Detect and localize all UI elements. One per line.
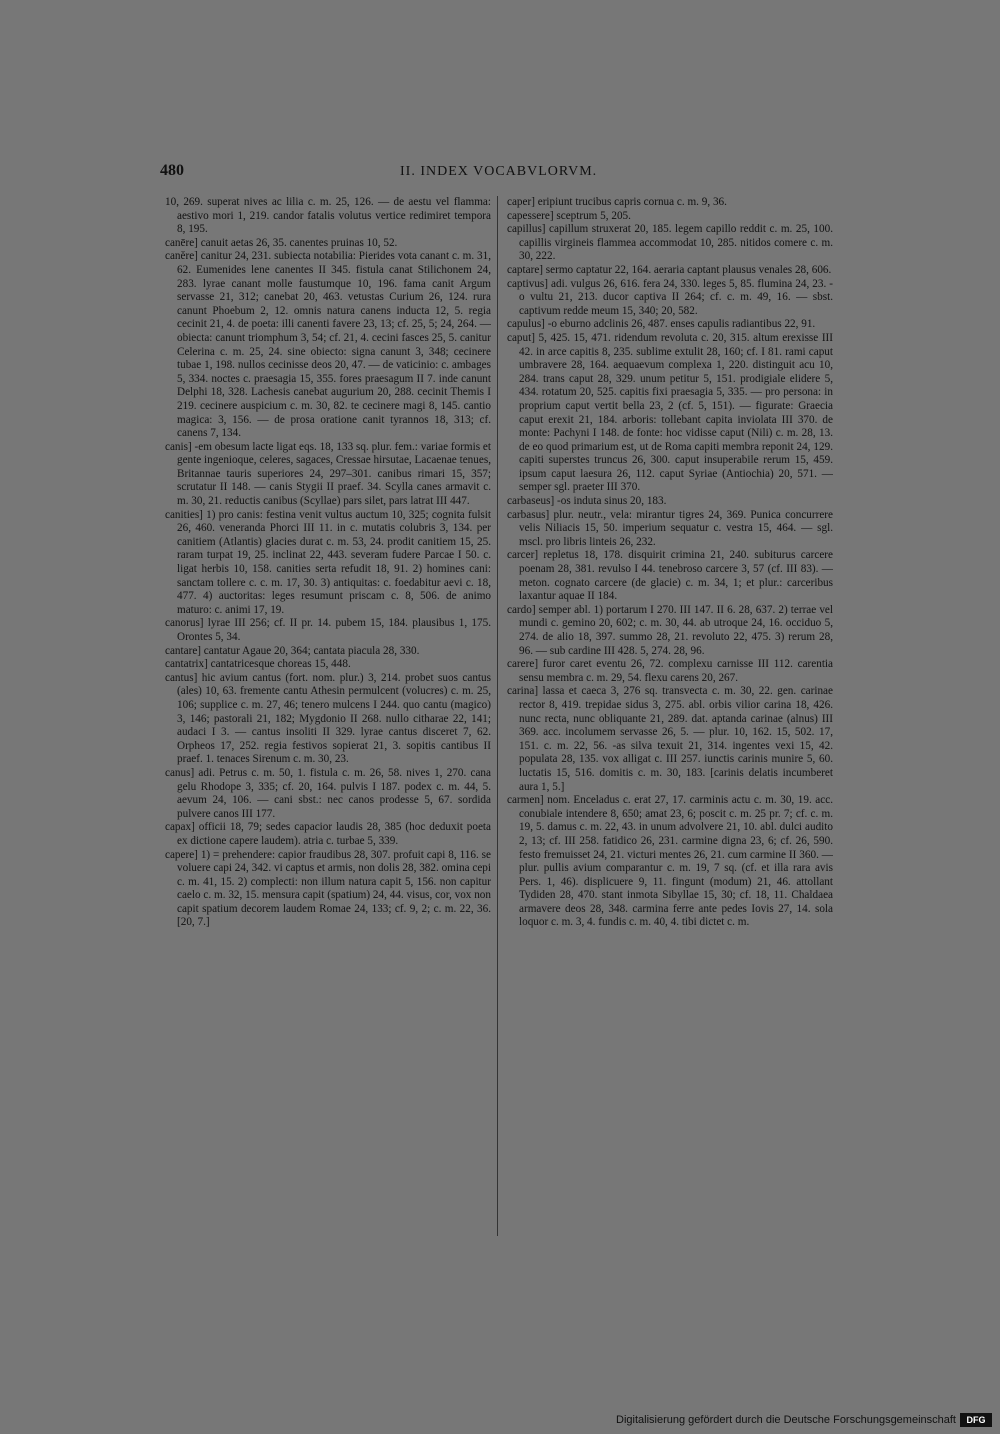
- index-entry: 10, 269. superat nives ac lilia c. m. 25, 126. — de aestu vel flamma: aestivo mori 1, 219. candor fatalis volutus vertice redimiret tempora 8, 195.: [165, 196, 491, 236]
- index-entry: carina] lassa et caeca 3, 276 sq. transvecta c. m. 30, 22. gen. carinae rector 8, 419. trepidae sidus 3, 275. abl. orbis vilior carina 18, 426. nunc recta, nunc obliquante 21, 289. dat. aptanda carinae (alnus) III 369. acc. incolumem servasse 26, 5. — plur. 10, 162. 15, 502. 17, 151. c. m. 22, 56. -as silva texuit 21, 314. ingentes vexi 15, 42. populata 28, 135. vox alligat c. III 257. iunctis carinis munire 5, 60. luctatis 15, 516. domitis c. m. 30, 183. [carinis delatis incumberet aura 1, 5.]: [507, 685, 833, 793]
- index-entry: capulus] -o eburno adclinis 26, 487. enses capulis radiantibus 22, 91.: [507, 318, 816, 331]
- index-entry: cantus] hic avium cantus (fort. nom. plur.) 3, 214. probet suos cantus (ales) 10, 63. fremente cantu Athesin permulcent (volucres) c. m. 25, 106; supplice c. m. 27, 46; tenero mulcens I 244. quo cantu (magico) 3, 146; pastorali 21, 182; Mygdonio II 268. nullo citharae 22, 141; audaci I 3. — cantus insoliti II 329. lyrae cantus disceret 7, 62. Orpheos 17, 252. regia festivos sopierat 21, 3. sopitis cantibus II praef. 1. tenaces Sirenum c. m. 30, 23.: [165, 671, 491, 766]
- index-entry: cantatrix] cantatricesque choreas 15, 448.: [165, 658, 351, 671]
- index-entry: canis] -em obesum lacte ligat eqs. 18, 133 sq. plur. fem.: variae formis et gente ingenioque, celeres, sagaces, Cressae hirsutae, Lacaenae tenues, Britannae tauris superiores 24, 297–301. canibus rimari 15, 357; scrutatur II 148. — canis Stygii II praef. 34. Scylla canes armavit c. m. 30, 21. reductis canibus (Scyllae) pars silet, pars latrat III 447.: [165, 440, 491, 508]
- index-entry: capere] 1) = prehendere: capior fraudibus 28, 307. profuit capi 8, 116. se voluere capi 24, 342. vi captus et armis, non dolis 28, 382. omina cepi c. m. 41, 15. 2) complecti: non illum natura capit 5, 156. non capitur caelo c. m. 32, 15. mensura capit (spatium) 24, 44. visus, cor, vox non capit spatium decorem laudem Romae 24, 133; cf. 9, 2; c. m. 22, 36. [20, 7.]: [165, 848, 491, 929]
- index-entry: captivus] adi. vulgus 26, 616. fera 24, 330. leges 5, 85. flumina 24, 23. -o vultu 21, 213. ducor captiva II 264; cf. c. m. 49, 16. — sbst. captivum redde meum 15, 340; 20, 582.: [507, 277, 833, 317]
- page-number: 480: [160, 162, 184, 179]
- index-entry: caput] 5, 425. 15, 471. ridendum revoluta c. 20, 315. altum erexisse III 42. in arce capitis 8, 235. sublime extulit 28, 160; cf. I 81. rami caput umbravere 28, 164. aequaevum complexa 1, 220. distinguit acu 10, 284. trans caput 28, 329. unum petitur 5, 151. prodigiale elidere 5, 434. rotatum 20, 525. capitis fixi praesagia 5, 335. — pro persona: in proprium caput vertit bella 23, 2 (cf. 5, 151). — figurate: Graecia caput erexit 21, 184. arboris: tollebant capita inviolata III 370. de monte: Pachyni I 148. de fonte: hoc vidisse caput (Nili) c. m. 28, 13. de eo quod primarium est, ut de Roma capiti membra reponit 24, 129. capiti superstes truncus 26, 300. caput insuperabile rerum 15, 459. ipsum caput laesura 26, 112. caput Syriae (Antiochia) 20, 571. — semper sgl. praeter III 370.: [507, 331, 833, 494]
- index-entry: cardo] semper abl. 1) portarum I 270. III 147. II 6. 28, 637. 2) terrae vel mundi c. gemino 20, 602; c. m. 30, 44. ab utroque 24, 16. occiduo 5, 274. de alio 18, 397. summo 28, 21. revoluto 22, 475. 3) rerum 28, 96. — sub cardine III 428. 5, 274. 28, 96.: [507, 603, 833, 657]
- index-entry: capillus] capillum struxerat 20, 185. legem capillo reddit c. m. 25, 100. capillis virgineis flammea accommodat 10, 285. nitidos comere c. m. 30, 222.: [507, 223, 833, 263]
- dfg-logo: DFG: [960, 1413, 992, 1427]
- index-entry: canĕre] canitur 24, 231. subiecta notabilia: Pierides vota canant c. m. 31, 62. Eumenides lene canentes II 345. fistula canat Stilichonem 24, 283. lyrae canant molle faustumque 10, 196. fama canit Argum servasse 21, 312; canebat 20, 463. vetustas Curium 26, 124. rura canunt Phoebum 2, 12. omnis natura canens inducta 12, 5. regia cecinit 21, 4. de poeta: illi canenti favere 23, 13; cf. 25, 5; 24, 264. — obiecta: canunt triomphum 3, 54; cf. 21, 4. cecini fasces 25, 5. canitur Celerina c. m. 25, 24. sine obiecto: signa canunt 3, 348; cecinere tubae 1, 198. nullos cecinisse deos 20, 47. — de vaticinio: c. ambages 5, 334. noctes c. praesagia 15, 355. fores praesagum II 7. inde canunt Delphi 18, 328. Lachesis canebat augurium 20, 288. cecinit Themis I 219. cecinere auspicium c. m. 30, 82. te cecinere magi 8, 145. cantio magica: 3, 156. — de prosa oratione canit tyrannos 18, 313; cf. canens 7, 134.: [165, 250, 491, 440]
- index-entry: canus] adi. Petrus c. m. 50, 1. fistula c. m. 26, 58. nives 1, 270. cana gelu Rhodope 3, 335; cf. 20, 164. pulvis I 187. podex c. m. 44, 5. aevum 24, 106. — cani sbst.: nec canos prodesse 5, 67. sordida pulvere canos III 177.: [165, 766, 491, 820]
- index-entry: captare] sermo captatur 22, 164. aeraria captant plausus venales 28, 606.: [507, 263, 832, 276]
- footer: [0, 1410, 1000, 1434]
- index-entry: carbaseus] -os induta sinus 20, 183.: [507, 495, 667, 508]
- index-entry: carmen] nom. Enceladus c. erat 27, 17. carminis actu c. m. 30, 19. acc. conubiale intendere 8, 650; amat 23, 6; poscit c. m. 25 pr. 7; cf. c. m. 19, 5. damus c. m. 22, 43. in unum advolvere 21, 10. abl. dulci audito 2, 13; cf. III 258. fatidico 26, 231. carmine digna 23, 6; cf. 26, 590. festo fremuisset 24, 21. victuri mentes 26, 21. cum carmine II 360. — plur. pullis avium comparantur c. m. 19, 7 sq. (cf. et illa rara avis Pers. 1, 46). displicuere 9, 11. fingunt (modum) 21, 46. attollant Tydiden 28, 470. stant inmota Sibyllae 15, 30; cf. 18, 11. Chaldaea armavere deos 28, 348. carmina ferre ante pedes Iovis 27, 14. sola loquor c. m. 3, 4. fundis c. m. 40, 4. tibi dictet c. m.: [507, 794, 833, 929]
- funding-credit: Digitalisierung gefördert durch die Deutsche Forschungsgemeinschaft: [616, 1414, 956, 1426]
- index-entry: canities] 1) pro canis: festina venit vultus auctum 10, 325; cognita fulsit 26, 460. veneranda Phorci III 11. in c. mutatis colubris 3, 134. per canitiem (Atlantis) glacies durat c. m. 53, 24. prodit canitiem 15, 25. raram turpat 19, 25. inclinat 22, 443. severam fudere Parcae I 50. c. ligat herbis 10, 158. canities serta refudit 18, 91. 2) homines cani: sanctam tollere c. c. m. 17, 30. 3) antiquitas: c. foedabitur aevi c. 18, 477. 4) auctoritas: leges resumunt priscam c. 8, 506. de animo maturo: c. animi 17, 19.: [165, 508, 491, 616]
- column-divider: [497, 196, 498, 1236]
- left-column: [165, 196, 491, 1256]
- index-entry: carbasus] plur. neutr., vela: mirantur tigres 24, 369. Punica concurrere velis Niliacis 15, 50. imperium sequatur c. vestra 15, 464. — sgl. mscl. pro libris linteis 26, 232.: [507, 508, 833, 548]
- index-entry: canēre] canuit aetas 26, 35. canentes pruinas 10, 52.: [165, 236, 398, 249]
- page-header: [160, 162, 836, 186]
- index-entry: cantare] cantatur Agaue 20, 364; cantata piacula 28, 330.: [165, 644, 420, 657]
- right-column: [507, 196, 833, 1256]
- index-entry: capessere] sceptrum 5, 205.: [507, 209, 631, 222]
- index-entry: capax] officii 18, 79; sedes capacior laudis 28, 385 (hoc deduxit poeta ex dictione capere laudem). atria c. turbae 5, 339.: [165, 821, 491, 847]
- index-entry: carcer] repletus 18, 178. disquirit crimina 21, 240. subiturus carcere poenam 28, 381. revulso I 44. tenebroso carcere 3, 57 (cf. III 83). — meton. cognato carcere (de glacie) c. m. 34, 1; et plur.: carceribus laxantur aquae II 184.: [507, 549, 833, 603]
- index-entry: canorus] lyrae III 256; cf. II pr. 14. pubem 15, 184. plausibus 1, 175. Orontes 5, 34.: [165, 617, 491, 643]
- running-title: II. INDEX VOCABVLORVM.: [400, 164, 598, 179]
- index-entry: carere] furor caret eventu 26, 72. complexu carnisse III 112. carentia sensu membra c. m. 29, 54. flexu carens 20, 267.: [507, 658, 833, 684]
- index-entry: caper] eripiunt trucibus capris cornua c. m. 9, 36.: [507, 196, 727, 208]
